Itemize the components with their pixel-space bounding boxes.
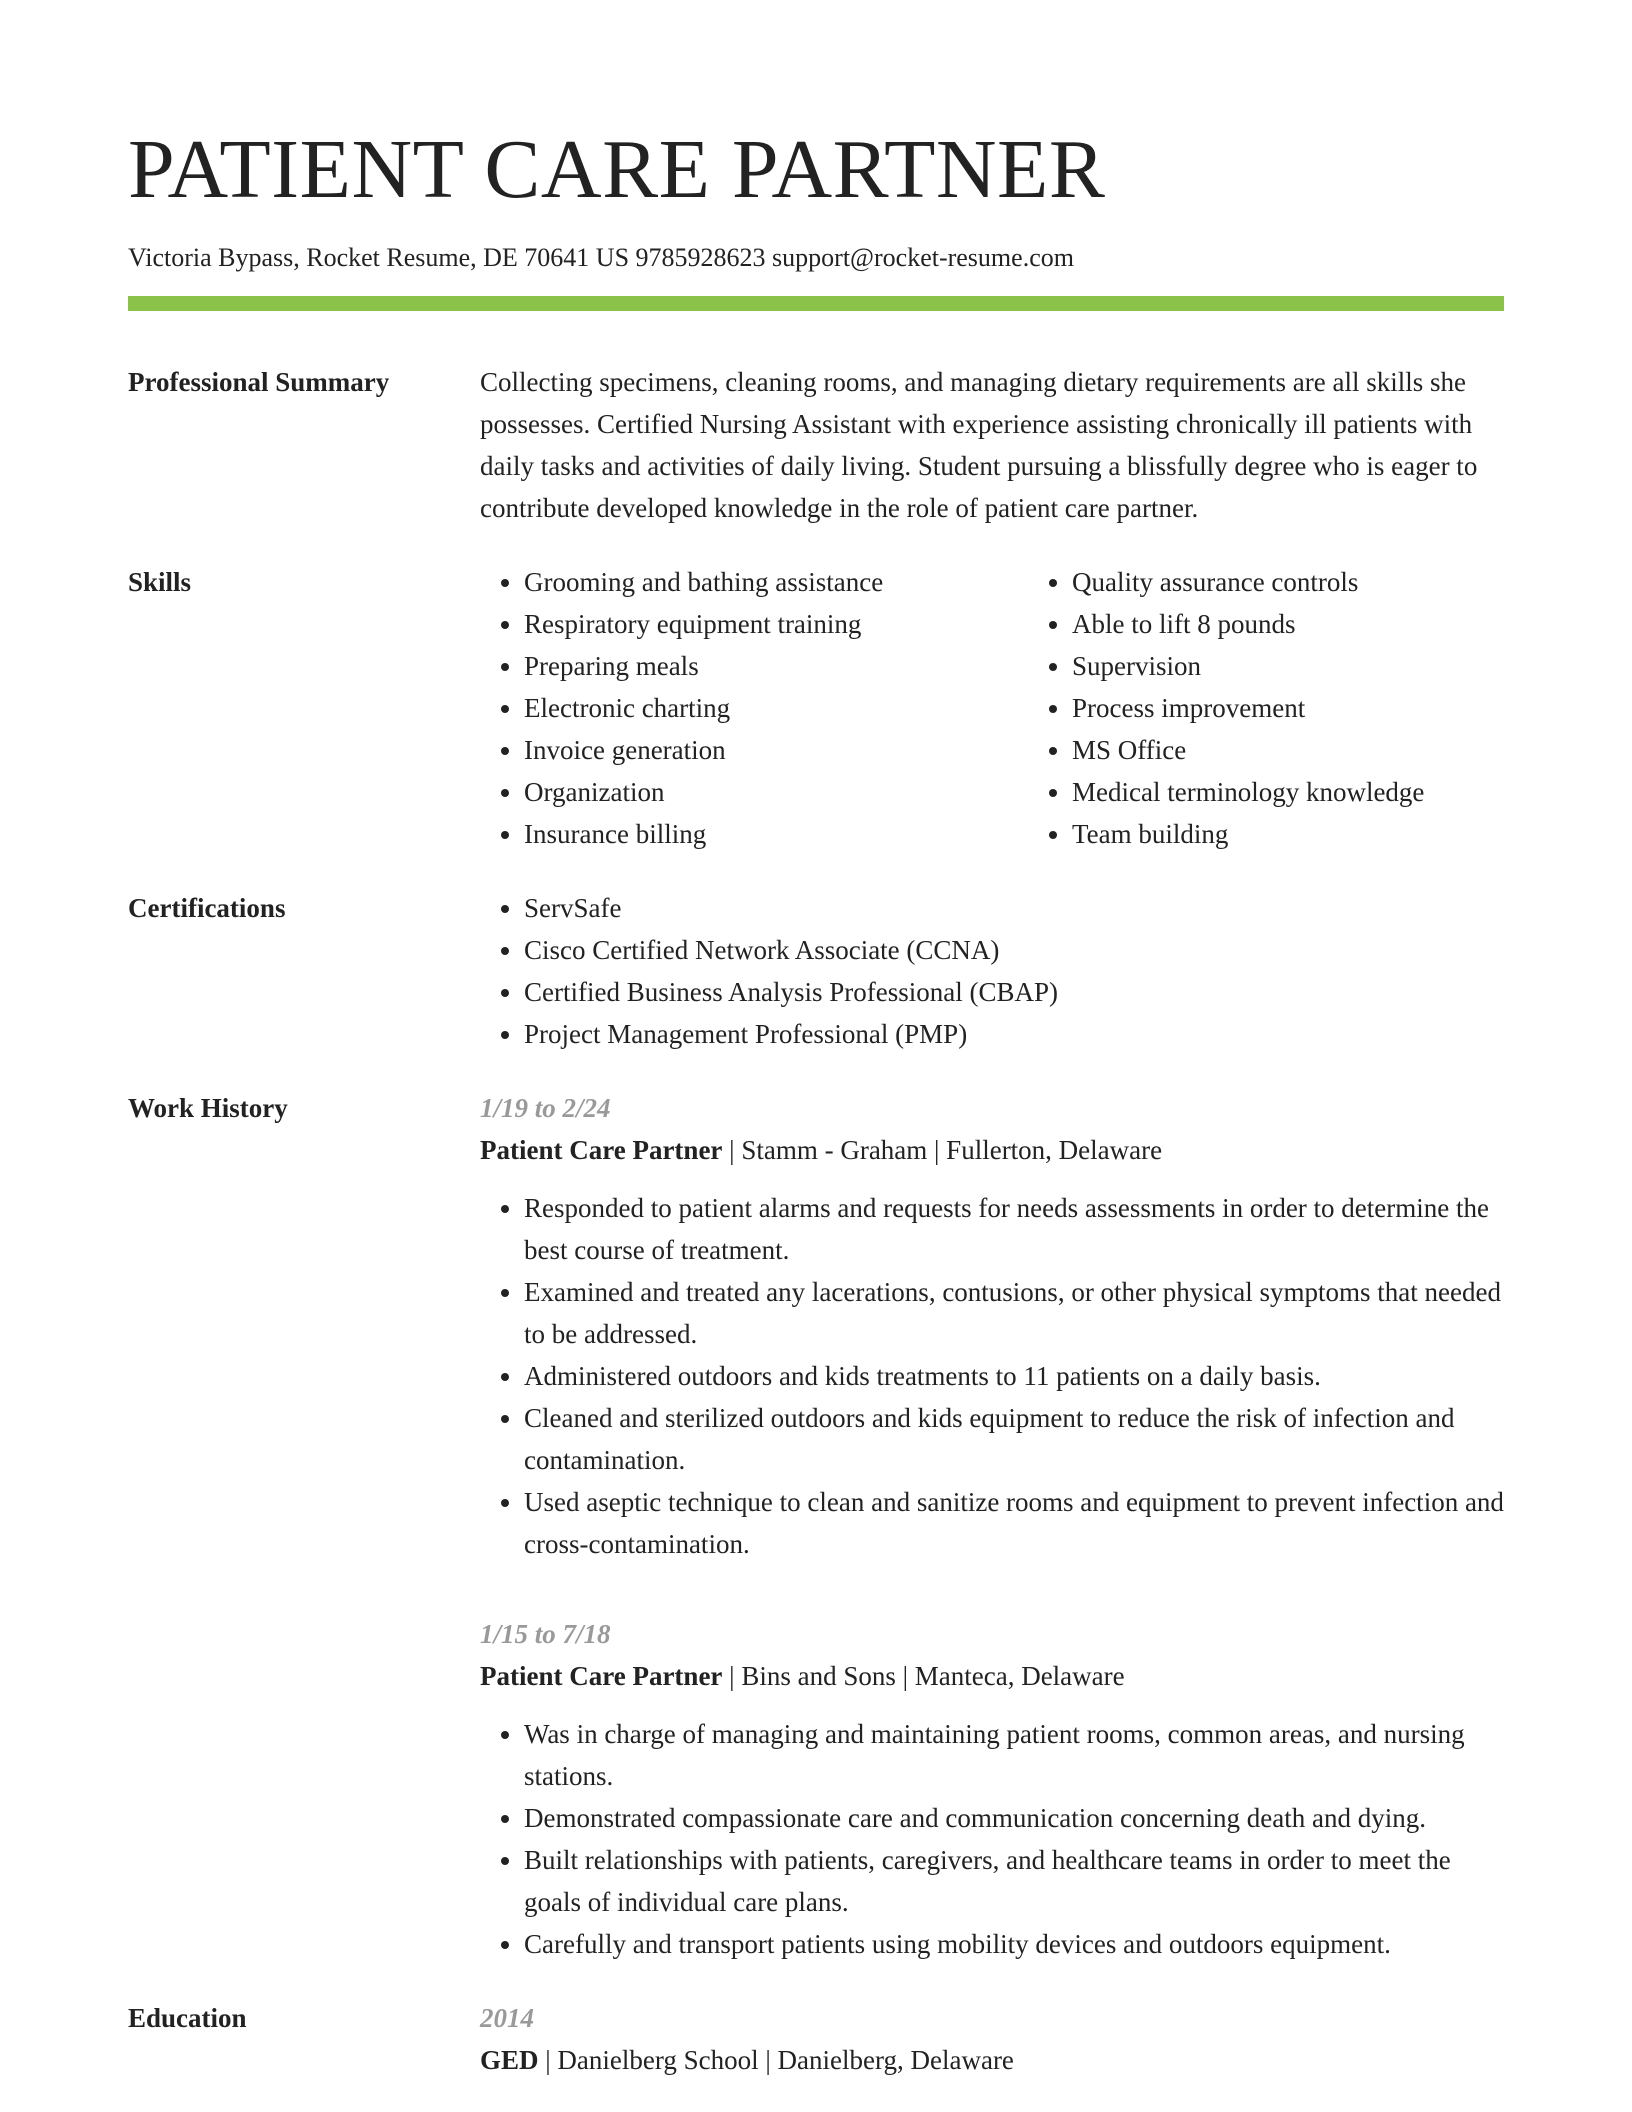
job-date: 1/15 to 7/18 xyxy=(480,1619,611,1649)
section-work-history xyxy=(128,1087,1504,1965)
section-education xyxy=(128,1997,1504,2081)
skills-columns xyxy=(480,561,1504,855)
job-details: | Stamm - Graham | Fullerton, Delaware xyxy=(722,1135,1163,1165)
section-skills xyxy=(128,561,1504,855)
certifications-list xyxy=(480,887,1504,1055)
candidate-name: PATIENT CARE PARTNER xyxy=(128,123,1106,216)
list-item: • Invoice generation xyxy=(524,729,984,771)
education-date: 2014 xyxy=(480,2003,534,2033)
section-label-summary: Professional Summary xyxy=(128,367,390,397)
list-item: • Medical terminology knowledge xyxy=(1072,771,1504,813)
list-item: • Was in charge of managing and maintaining patient rooms, common areas, and nursing stations. xyxy=(524,1713,1504,1797)
list-item: • Examined and treated any lacerations, contusions, or other physical symptoms that needed to be addressed. xyxy=(524,1271,1504,1355)
list-item: • MS Office xyxy=(1072,729,1504,771)
list-item: • Cisco Certified Network Associate (CCNA) xyxy=(524,929,1504,971)
section-label-work: Work History xyxy=(128,1093,288,1123)
job-date: 1/19 to 2/24 xyxy=(480,1093,611,1123)
list-item: • Built relationships with patients, caregivers, and healthcare teams in order to meet the goals of individual care plans. xyxy=(524,1839,1504,1923)
section-body-certifications xyxy=(480,887,1504,1055)
job-title: Patient Care Partner xyxy=(480,1661,723,1691)
list-item: • Certified Business Analysis Professional (CBAP) xyxy=(524,971,1504,1013)
section-certifications xyxy=(128,887,1504,1055)
summary-text: Collecting specimens, cleaning rooms, and managing dietary requirements are all skills she possesses. Certified Nursing Assistant with experience assisting chronically ill patients with daily tasks and activities of daily living. Student pursuing a blissfully degree who is eager to contribute developed knowledge in the role of patient care partner. xyxy=(480,367,1478,523)
list-item: • Demonstrated compassionate care and communication concerning death and dying. xyxy=(524,1797,1504,1839)
job-entry xyxy=(480,1087,1504,1565)
section-body-work xyxy=(480,1087,1504,1965)
education-details: | Danielberg School | Danielberg, Delaware xyxy=(538,2045,1014,2075)
list-item: • Project Management Professional (PMP) xyxy=(524,1013,1504,1055)
list-item: • Preparing meals xyxy=(524,645,984,687)
section-label-certifications: Certifications xyxy=(128,893,286,923)
job-heading xyxy=(480,1129,1504,1171)
job-bullets xyxy=(480,1187,1504,1565)
list-item: • Administered outdoors and kids treatments to 11 patients on a daily basis. xyxy=(524,1355,1504,1397)
list-item: • Electronic charting xyxy=(524,687,984,729)
education-degree: GED xyxy=(480,2045,539,2075)
list-item: • Process improvement xyxy=(1072,687,1504,729)
list-item: • Insurance billing xyxy=(524,813,984,855)
skills-list-col1 xyxy=(480,561,984,855)
education-heading xyxy=(480,2039,1504,2081)
list-item: • Grooming and bathing assistance xyxy=(524,561,984,603)
skills-list-col2 xyxy=(1028,561,1504,855)
section-label-education: Education xyxy=(128,2003,247,2033)
section-professional-summary xyxy=(128,361,1504,529)
job-details: | Bins and Sons | Manteca, Delaware xyxy=(722,1661,1125,1691)
section-label-skills: Skills xyxy=(128,567,192,597)
contact-line: Victoria Bypass, Rocket Resume, DE 70641 US 9785928623 support@rocket-resume.com xyxy=(128,243,1074,272)
job-entry xyxy=(480,1613,1504,1965)
list-item: • ServSafe xyxy=(524,887,1504,929)
resume-page xyxy=(128,0,1504,2081)
list-item: • Carefully and transport patients using mobility devices and outdoors equipment. xyxy=(524,1923,1504,1965)
list-item: • Supervision xyxy=(1072,645,1504,687)
list-item: • Able to lift 8 pounds xyxy=(1072,603,1504,645)
section-body-summary xyxy=(480,361,1504,529)
list-item: • Quality assurance controls xyxy=(1072,561,1504,603)
header-divider xyxy=(128,296,1504,311)
list-item: • Used aseptic technique to clean and sanitize rooms and equipment to prevent infection and cross-contamination. xyxy=(524,1481,1504,1565)
list-item: • Cleaned and sterilized outdoors and kids equipment to reduce the risk of infection and contamination. xyxy=(524,1397,1504,1481)
job-bullets xyxy=(480,1713,1504,1965)
section-body-education xyxy=(480,1997,1504,2081)
list-item: • Organization xyxy=(524,771,984,813)
list-item: • Responded to patient alarms and requests for needs assessments in order to determine the best course of treatment. xyxy=(524,1187,1504,1271)
job-title: Patient Care Partner xyxy=(480,1135,723,1165)
job-heading xyxy=(480,1655,1504,1697)
list-item: • Team building xyxy=(1072,813,1504,855)
list-item: • Respiratory equipment training xyxy=(524,603,984,645)
